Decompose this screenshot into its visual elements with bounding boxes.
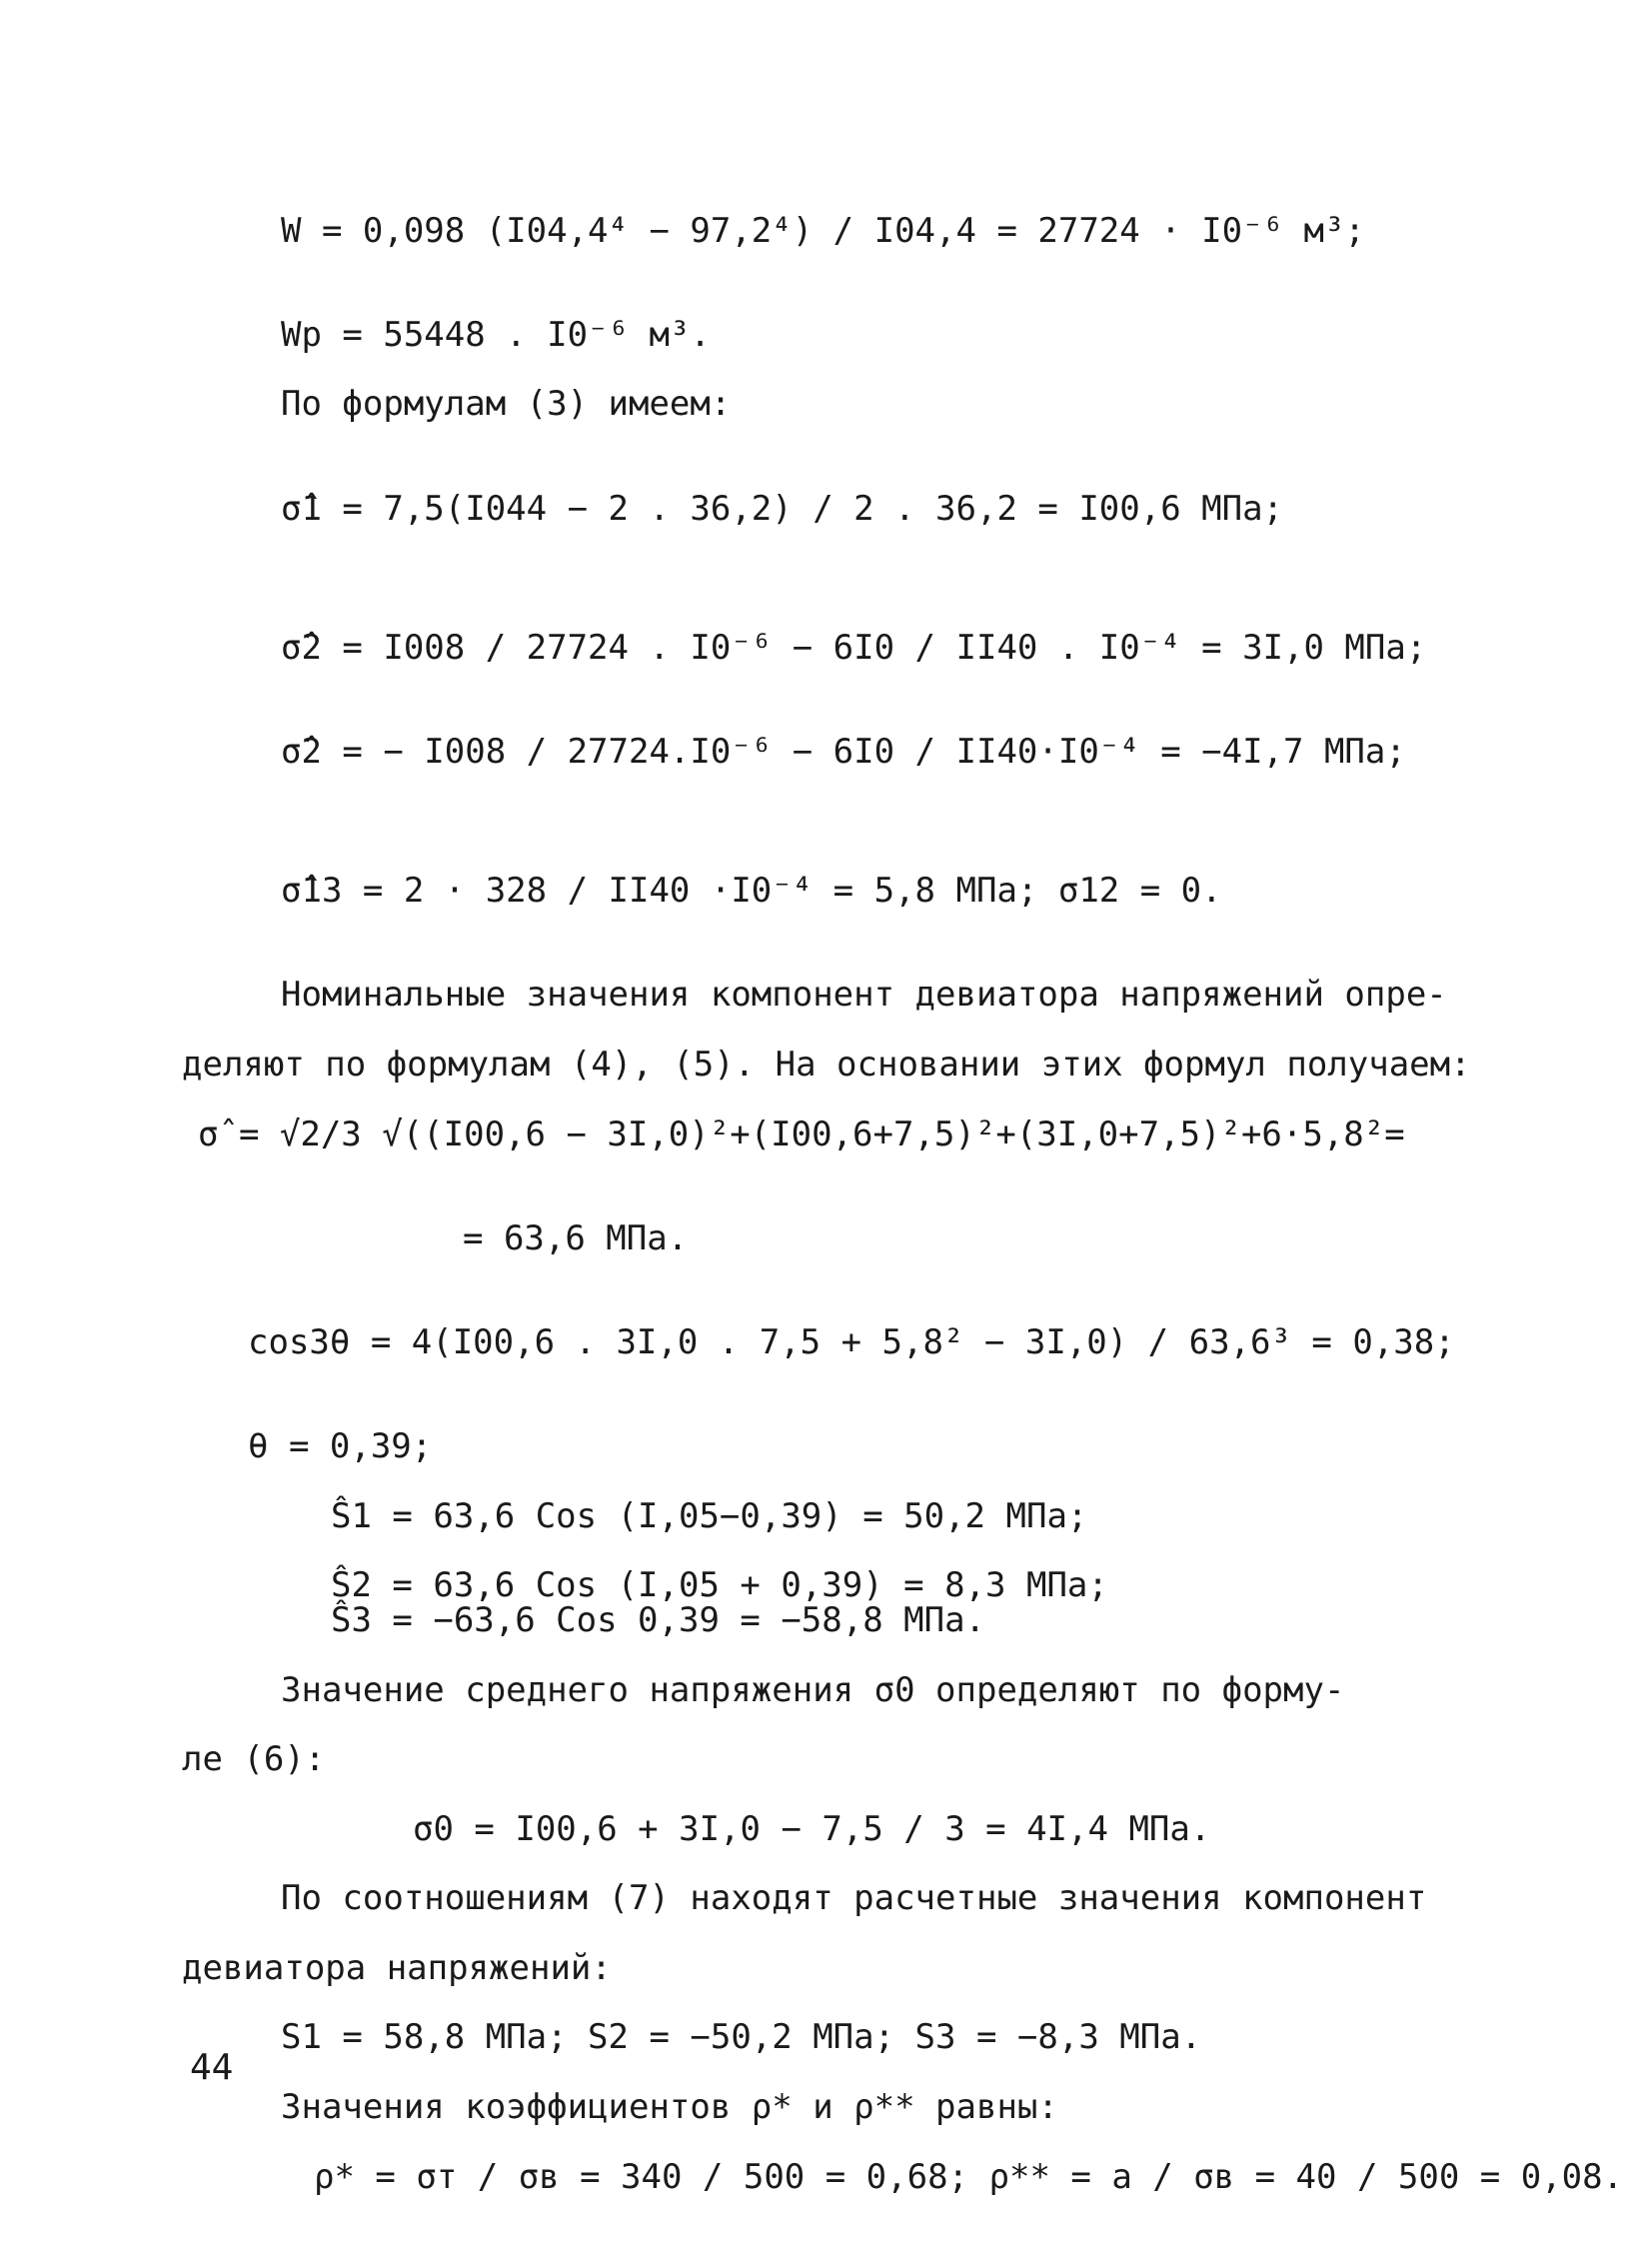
text-line: ле (6): <box>182 1739 326 1779</box>
text-line: θ = 0,39; <box>248 1426 433 1466</box>
text-line: Номинальные значения компонент девиатора напряжений опре- <box>281 975 1447 1015</box>
text-line: σ̂1 = 7,5(I044 − 2 . 36,2) / 2 . 36,2 = I00,6 МПа; <box>281 489 1284 529</box>
text-line: σ̂13 = 2 · 328 / II40 ·I0⁻⁴ = 5,8 МПа; σ12 = 0. <box>281 871 1222 911</box>
text-line: Wp = 55448 . I0⁻⁶ м³. <box>281 315 711 355</box>
text-line: девиатора напряжений: <box>182 1948 612 1988</box>
text-line: cos3θ = 4(I00,6 . 3I,0 . 7,5 + 5,8² − 3I,0) / 63,6³ = 0,38; <box>248 1322 1455 1362</box>
text-line: деляют по формулам (4), (5). На основании этих формул получаем: <box>182 1045 1471 1085</box>
text-line: σ̂2 = − I008 / 27724.I0⁻⁶ − 6I0 / II40·I0⁻⁴ = −4I,7 МПа; <box>281 732 1406 772</box>
text-line: Значения коэффициентов ρ* и ρ** равны: <box>281 2087 1058 2127</box>
text-line: ρ* = σт / σв = 340 / 500 = 0,68; ρ** = a / σв = 40 / 500 = 0,08. <box>314 2157 1624 2197</box>
text-line: σ0 = I00,6 + 3I,0 − 7,5 / 3 = 4I,4 МПа. <box>413 1809 1211 1849</box>
text-line: σ̂ = √2/3 √((I00,6 − 3I,0)²+(I00,6+7,5)²+(3I,0+7,5)²+6·5,8²= <box>198 1115 1405 1154</box>
text-line: = 63,6 МПа. <box>463 1218 689 1258</box>
text-line: Ŝ3 = −63,6 Cos 0,39 = −58,8 МПа. <box>331 1600 986 1640</box>
text-line: Ŝ1 = 63,6 Cos (I,05−0,39) = 50,2 МПа; <box>331 1496 1088 1536</box>
page-number: 44 <box>190 2047 234 2088</box>
text-line: σ̂2 = I008 / 27724 . I0⁻⁶ − 6I0 / II40 . I0⁻⁴ = 3I,0 МПа; <box>281 628 1427 668</box>
text-line: W = 0,098 (I04,4⁴ − 97,2⁴) / I04,4 = 27724 · I0⁻⁶ м³; <box>281 211 1365 251</box>
text-line: Ŝ2 = 63,6 Cos (I,05 + 0,39) = 8,3 МПа; <box>331 1565 1108 1605</box>
text-line: По соотношениям (7) находят расчетные значения компонент <box>281 1878 1427 1918</box>
text-line: По формулам (3) имеем: <box>281 384 732 424</box>
text-line: Значение среднего напряжения σ0 определяют по форму- <box>281 1670 1345 1710</box>
text-line: S1 = 58,8 МПа; S2 = −50,2 МПа; S3 = −8,3 МПа. <box>281 2017 1202 2057</box>
